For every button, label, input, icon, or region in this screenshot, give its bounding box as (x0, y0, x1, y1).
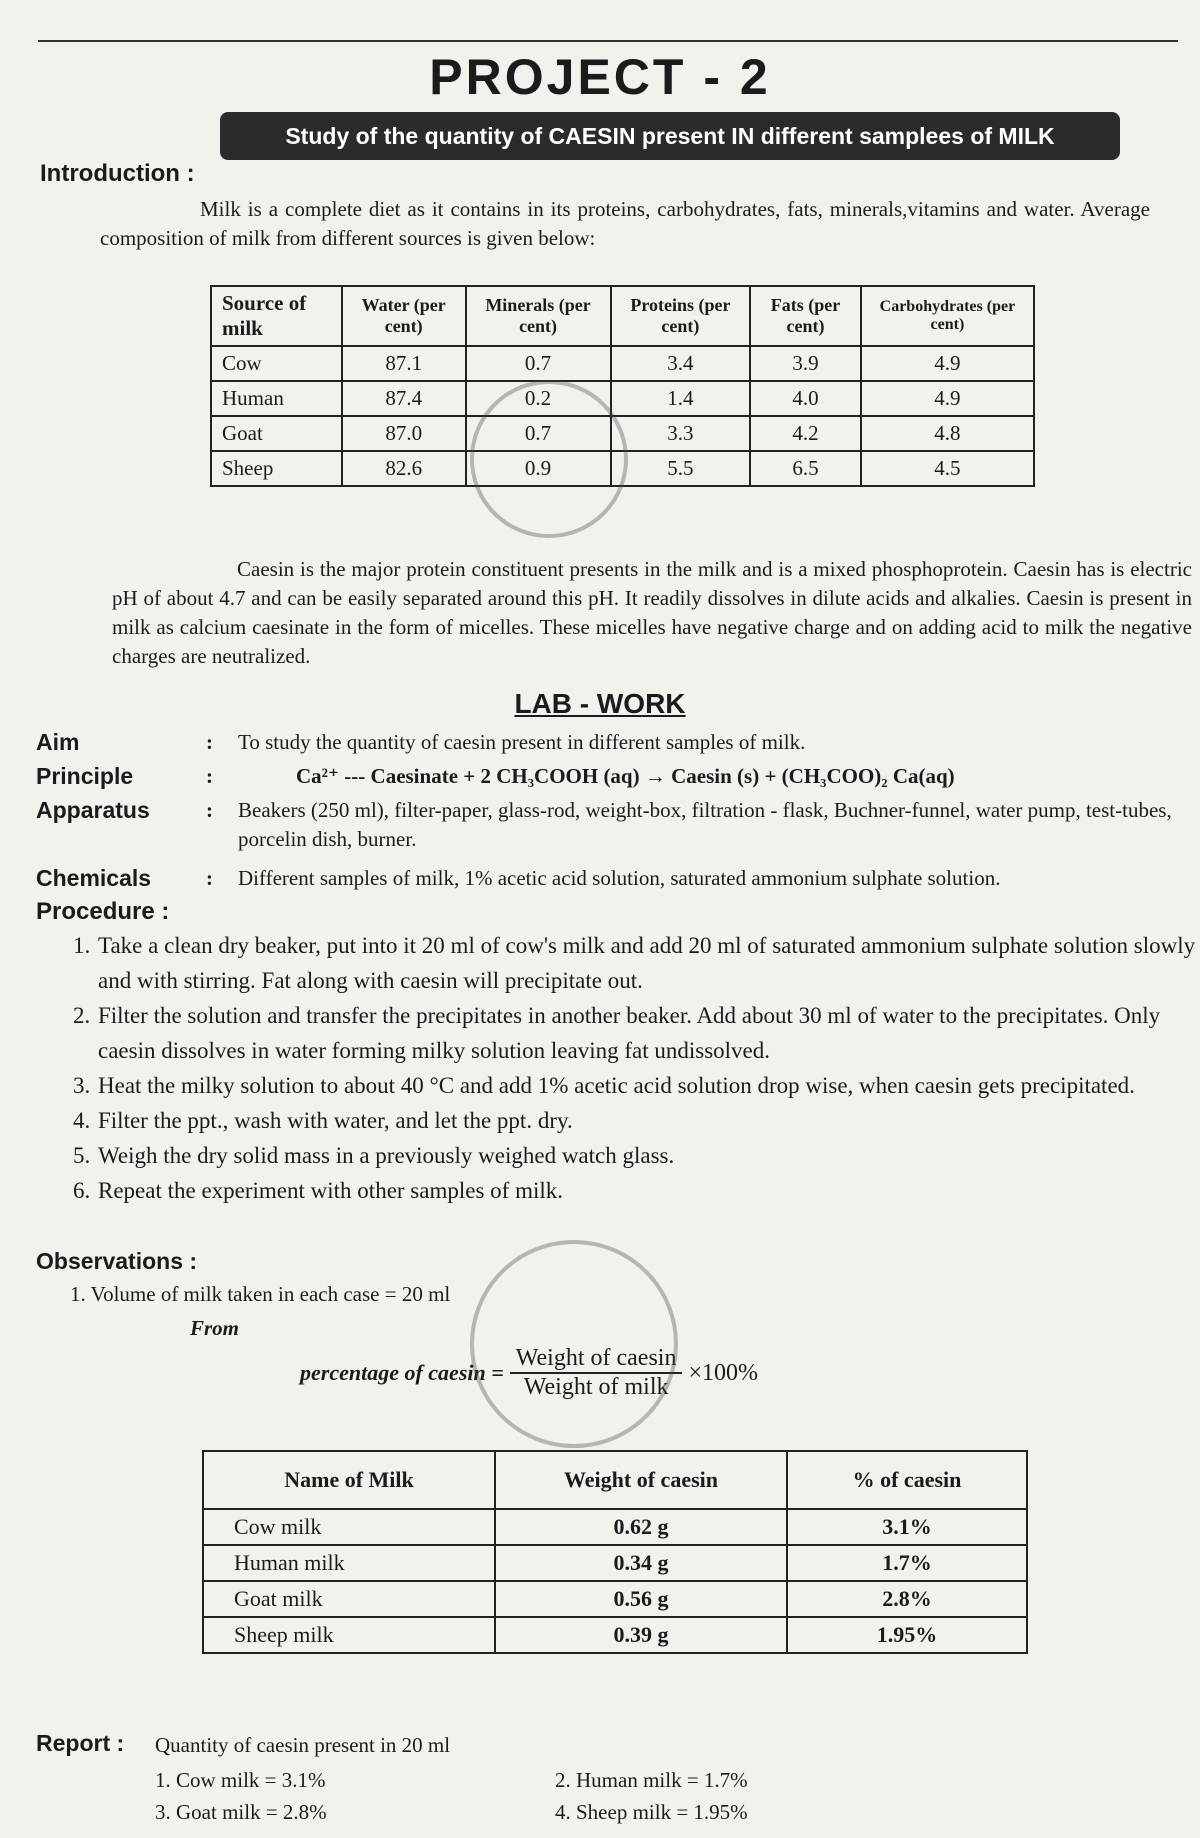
table-cell: 1.4 (611, 381, 751, 416)
result-header-cell: Weight of caesin (495, 1451, 787, 1509)
composition-header-cell: Proteins (per cent) (611, 286, 751, 346)
introduction-text: Milk is a complete diet as it contains in its proteins, carbohydrates, fats, minerals,vitamins and water. Average composition of milk from different sources is given below: (100, 197, 1150, 250)
colon: : (206, 730, 213, 754)
formula-lhs: percentage of caesin = (300, 1360, 504, 1385)
table-cell: 87.1 (342, 346, 466, 381)
table-cell: 0.39 g (495, 1617, 787, 1653)
table-cell: 3.4 (611, 346, 751, 381)
observation-item: 1. Volume of milk taken in each case = 20 ml (70, 1282, 451, 1306)
table-cell: 3.9 (750, 346, 861, 381)
table-cell: 4.5 (861, 451, 1034, 486)
table-cell: 0.7 (466, 346, 611, 381)
table-row (203, 1581, 1027, 1617)
composition-header-cell: Source of milk (211, 286, 342, 346)
chemicals-text: Different samples of milk, 1% acetic acid solution, saturated ammonium sulphate solution. (238, 866, 1001, 890)
watermark-logo (470, 380, 628, 538)
principle-row (36, 762, 1186, 792)
table-cell: 3.1% (787, 1509, 1027, 1545)
procedure-step: 6. Repeat the experiment with other samples of milk. (96, 1173, 1200, 1208)
procedure-list (62, 928, 1200, 1208)
apparatus-text: Beakers (250 ml), filter-paper, glass-rod, weight-box, filtration - flask, Buchner-funnel, water pump, test-tubes, porcelin dish, burner. (238, 798, 1172, 851)
formula-numerator: Weight of caesin (510, 1345, 683, 1374)
report-label: Report : (36, 1730, 125, 1756)
table-row (203, 1545, 1027, 1581)
chemicals-row (36, 864, 1186, 894)
composition-header-cell: Carbohydrates (per cent) (861, 286, 1034, 346)
procedure-step: 4. Filter the ppt., wash with water, and let the ppt. dry. (96, 1103, 1200, 1138)
table-cell: Human (211, 381, 342, 416)
table-cell: 87.0 (342, 416, 466, 451)
page-title: PROJECT - 2 (429, 49, 771, 105)
table-cell: 3.3 (611, 416, 751, 451)
table-cell: 2.8% (787, 1581, 1027, 1617)
colon: : (206, 866, 213, 890)
report-item: 3. Goat milk = 2.8% (155, 1800, 327, 1824)
table-row (211, 381, 1034, 416)
report-item: 4. Sheep milk = 1.95% (555, 1800, 748, 1824)
table-cell: 0.9 (466, 451, 611, 486)
table-cell: 4.9 (861, 346, 1034, 381)
procedure-heading: Procedure : (36, 898, 170, 925)
aim-text: To study the quantity of caesin present in different samples of milk. (238, 730, 806, 754)
result-table (202, 1450, 1028, 1654)
chemicals-label: Chemicals (36, 865, 152, 891)
principle-equation: Ca²⁺ --- Caesinate + 2 CH₃COOH (aq) → Caesin (s) + (CH₃COO)₂ Ca(aq) (296, 764, 955, 788)
table-cell: 4.2 (750, 416, 861, 451)
subtitle-banner: Study of the quantity of CAESIN present IN different samplees of MILK (220, 112, 1120, 160)
composition-header-cell: Minerals (per cent) (466, 286, 611, 346)
table-cell: 87.4 (342, 381, 466, 416)
result-header-row (203, 1451, 1027, 1509)
report-item: 1. Cow milk = 3.1% (155, 1768, 326, 1792)
caesin-description: Caesin is the major protein constituent presents in the milk and is a mixed phosphoprotein. Caesin has is electric pH of about 4.7 and can be easily separated around this pH. It readily dissolves in dilute acids and alkalies. Caesin is present in milk as calcium caesinate in the form of micelles. These micelles have negative charge and on adding acid to milk the negative charges are neutralized. (112, 557, 1192, 668)
table-cell: 4.0 (750, 381, 861, 416)
lab-work-heading: LAB - WORK (514, 688, 686, 719)
table-cell: 0.62 g (495, 1509, 787, 1545)
composition-header-cell: Water (per cent) (342, 286, 466, 346)
table-row (211, 346, 1034, 381)
report-text: Quantity of caesin present in 20 ml (155, 1733, 451, 1757)
aim-row (36, 728, 1186, 758)
principle-label: Principle (36, 763, 134, 789)
observations-heading: Observations : (36, 1248, 198, 1274)
table-cell: 0.2 (466, 381, 611, 416)
aim-label: Aim (36, 729, 80, 755)
watermark-logo (470, 1240, 678, 1448)
colon: : (206, 764, 213, 788)
introduction-heading: Introduction : (40, 160, 195, 187)
table-cell: 4.8 (861, 416, 1034, 451)
formula-denominator: Weight of milk (523, 1374, 669, 1400)
table-cell: 0.7 (466, 416, 611, 451)
procedure-step: 5. Weigh the dry solid mass in a previously weighed watch glass. (96, 1138, 1200, 1173)
colon: : (206, 798, 213, 822)
procedure-step: 3. Heat the milky solution to about 40 °C and add 1% acetic acid solution drop wise, when caesin gets precipitated. (96, 1068, 1200, 1103)
table-cell: Sheep milk (203, 1617, 495, 1653)
table-cell: 0.56 g (495, 1581, 787, 1617)
table-cell: 1.7% (787, 1545, 1027, 1581)
table-cell: Cow (211, 346, 342, 381)
table-cell: 1.95% (787, 1617, 1027, 1653)
composition-header-row (211, 286, 1034, 346)
composition-header-cell: Fats (per cent) (750, 286, 861, 346)
formula-multiplier: ×100% (688, 1359, 758, 1386)
top-rule (38, 40, 1178, 42)
result-header-cell: Name of Milk (203, 1451, 495, 1509)
table-row (203, 1509, 1027, 1545)
report-item: 2. Human milk = 1.7% (555, 1768, 748, 1792)
table-cell: Sheep (211, 451, 342, 486)
table-row (203, 1617, 1027, 1653)
table-cell: 0.34 g (495, 1545, 787, 1581)
table-cell: Cow milk (203, 1509, 495, 1545)
table-cell: Goat (211, 416, 342, 451)
table-cell: Human milk (203, 1545, 495, 1581)
table-cell: 82.6 (342, 451, 466, 486)
table-cell: 5.5 (611, 451, 751, 486)
table-cell: 6.5 (750, 451, 861, 486)
procedure-step: 2. Filter the solution and transfer the precipitates in another beaker. Add about 30 ml of water to the precipitates. Only caesin dissolves in water forming milky solution leaving fat undissolved. (96, 998, 1200, 1068)
table-cell: Goat milk (203, 1581, 495, 1617)
result-header-cell: % of caesin (787, 1451, 1027, 1509)
table-cell: 4.9 (861, 381, 1034, 416)
procedure-step: 1. Take a clean dry beaker, put into it 20 ml of cow's milk and add 20 ml of saturated ammonium sulphate solution slowly and with stirring. Fat along with caesin will precipitate out. (96, 928, 1200, 998)
apparatus-label: Apparatus (36, 797, 150, 823)
apparatus-row (36, 796, 1186, 856)
from-label: From (190, 1316, 240, 1340)
